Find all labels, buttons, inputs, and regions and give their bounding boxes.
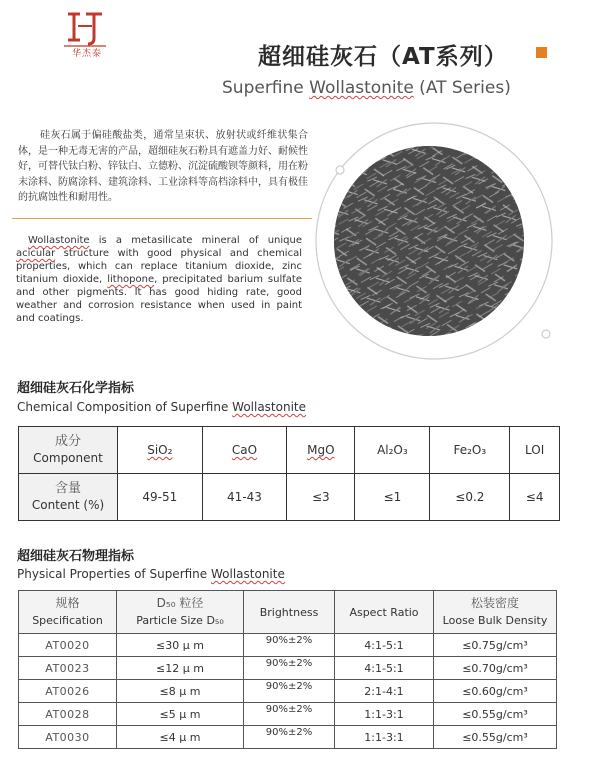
brightness-cell: 90%±2%: [244, 657, 335, 680]
brightness-cell: 90%±2%: [244, 680, 335, 703]
component-cell: CaO: [202, 427, 287, 474]
desc-en-p1: Wollastonite: [28, 235, 90, 246]
brightness-header-en: Brightness: [259, 605, 319, 619]
size-header-cn: D₅₀ 粒径: [156, 596, 204, 610]
aspect-cell: 4:1-5:1: [335, 634, 434, 657]
table-row: [19, 726, 557, 749]
wollastonite-micrograph: [334, 146, 524, 336]
component-label-en: Component: [33, 451, 103, 465]
spec-cell: AT0026: [19, 680, 117, 703]
component-header: [19, 427, 118, 474]
aspect-cell: 4:1-5:1: [335, 657, 434, 680]
density-cell: ≤0.70g/cm³: [434, 657, 557, 680]
description-en: [16, 234, 302, 325]
table-header-row: [19, 591, 557, 634]
table-row: [19, 680, 557, 703]
density-cell: ≤0.60g/cm³: [434, 680, 557, 703]
content-cell: 41-43: [202, 474, 287, 521]
size-cell: ≤12 μ m: [117, 657, 244, 680]
aspect-cell: 2:1-4:1: [335, 680, 434, 703]
aspect-cell: 1:1-3:1: [335, 726, 434, 749]
size-cell: ≤30 μ m: [117, 634, 244, 657]
spec-cell: AT0030: [19, 726, 117, 749]
physical-title-en-word: Wollastonite: [211, 567, 285, 581]
density-cell: ≤0.75g/cm³: [434, 634, 557, 657]
desc-en-p2: is a metasilicate mineral of unique: [89, 235, 302, 246]
table-row: [19, 634, 557, 657]
logo-hjt-icon: [60, 10, 110, 48]
table-row: [19, 427, 560, 474]
orange-square-icon: [536, 47, 547, 58]
spec-header-en: Specification: [32, 614, 103, 627]
aspect-header-en: Aspect Ratio: [349, 605, 419, 619]
content-cell: 49-51: [118, 474, 203, 521]
desc-en-p5: lithopone: [107, 274, 155, 285]
spec-cell: AT0020: [19, 634, 117, 657]
component-label-cn: 成分: [54, 434, 81, 449]
density-header: [434, 591, 557, 634]
brightness-cell: 90%±2%: [244, 703, 335, 726]
spec-cell: AT0023: [19, 657, 117, 680]
content-cell: ≤4: [510, 474, 560, 521]
size-cell: ≤5 μ m: [117, 703, 244, 726]
page-title: 超细硅灰石（AT系列）: [258, 44, 508, 70]
component-cell: Fe₂O₃: [430, 427, 510, 474]
brightness-header: [244, 591, 335, 634]
density-cell: ≤0.55g/cm³: [434, 726, 557, 749]
subtitle-word1: Superfine: [222, 78, 304, 98]
chemical-title-en: [17, 400, 306, 414]
size-header-en: Particle Size D₅₀: [136, 614, 224, 627]
page-subtitle: [222, 78, 511, 98]
chemical-title-en-text: Chemical Composition of Superfine: [17, 400, 233, 414]
size-header: [117, 591, 244, 634]
brand-logo: [60, 10, 110, 48]
table-row: [19, 703, 557, 726]
spec-cell: AT0028: [19, 703, 117, 726]
subtitle-word2: Wollastonite: [309, 78, 414, 98]
desc-en-p6: , precipitated barium sulfate and other pigments. It has good hiding rate, good weather and corrosion resistance when used in paint and coatings.: [16, 274, 302, 324]
desc-en-p3: acicular: [16, 248, 56, 259]
chemical-title-en-word: Wollastonite: [232, 400, 307, 414]
brightness-cell: 90%±2%: [244, 726, 335, 749]
content-cell: ≤0.2: [430, 474, 510, 521]
physical-title-en-text: Physical Properties of Superfine: [17, 567, 211, 581]
desc-en-p4: structure with good physical and chemical properties, which can replace titanium dioxide, zinc titanium dioxide,: [16, 248, 302, 285]
logo-text: 华杰泰: [71, 49, 102, 59]
chemical-title-cn: 超细硅灰石化学指标: [17, 381, 135, 396]
divider: [12, 218, 312, 219]
size-cell: ≤4 μ m: [117, 726, 244, 749]
content-header: [19, 474, 118, 521]
spec-header-cn: 规格: [55, 596, 80, 610]
component-cell: LOI: [510, 427, 560, 474]
density-header-en: Loose Bulk Density: [442, 614, 548, 627]
physical-table: [18, 590, 557, 749]
physical-title-cn: 超细硅灰石物理指标: [17, 549, 135, 564]
aspect-header: [335, 591, 434, 634]
content-cell: ≤3: [287, 474, 355, 521]
spec-header: [19, 591, 117, 634]
table-row: [19, 474, 560, 521]
size-cell: ≤8 μ m: [117, 680, 244, 703]
micrograph-image: [334, 146, 524, 336]
table-row: [19, 657, 557, 680]
component-cell: SiO₂: [118, 427, 203, 474]
subtitle-rest: (AT Series): [413, 78, 511, 98]
density-header-cn: 松装密度: [470, 596, 519, 610]
brightness-cell: 90%±2%: [244, 634, 335, 657]
content-label-en: Content (%): [31, 498, 105, 512]
description-cn: 硅灰石属于偏硅酸盐类，通常呈束状、放射状或纤维状集合体，是一种无毒无害的产品，超细硅灰石粉具有遮盖力好、耐候性好，可替代钛白粉、锌钛白、立德粉、沉淀硫酸钡等颜料，用在粉末涂料、防腐涂料、建筑涂料、工业涂料等高档涂料中，具有极佳的抗腐蚀性和耐用性。: [18, 130, 308, 203]
component-cell: Al₂O₃: [355, 427, 430, 474]
density-cell: ≤0.55g/cm³: [434, 703, 557, 726]
content-label-cn: 含量: [54, 481, 81, 496]
component-cell: MgO: [287, 427, 355, 474]
content-cell: ≤1: [355, 474, 430, 521]
chemical-table: [18, 426, 560, 521]
aspect-cell: 1:1-3:1: [335, 703, 434, 726]
physical-title-en: [17, 567, 285, 581]
